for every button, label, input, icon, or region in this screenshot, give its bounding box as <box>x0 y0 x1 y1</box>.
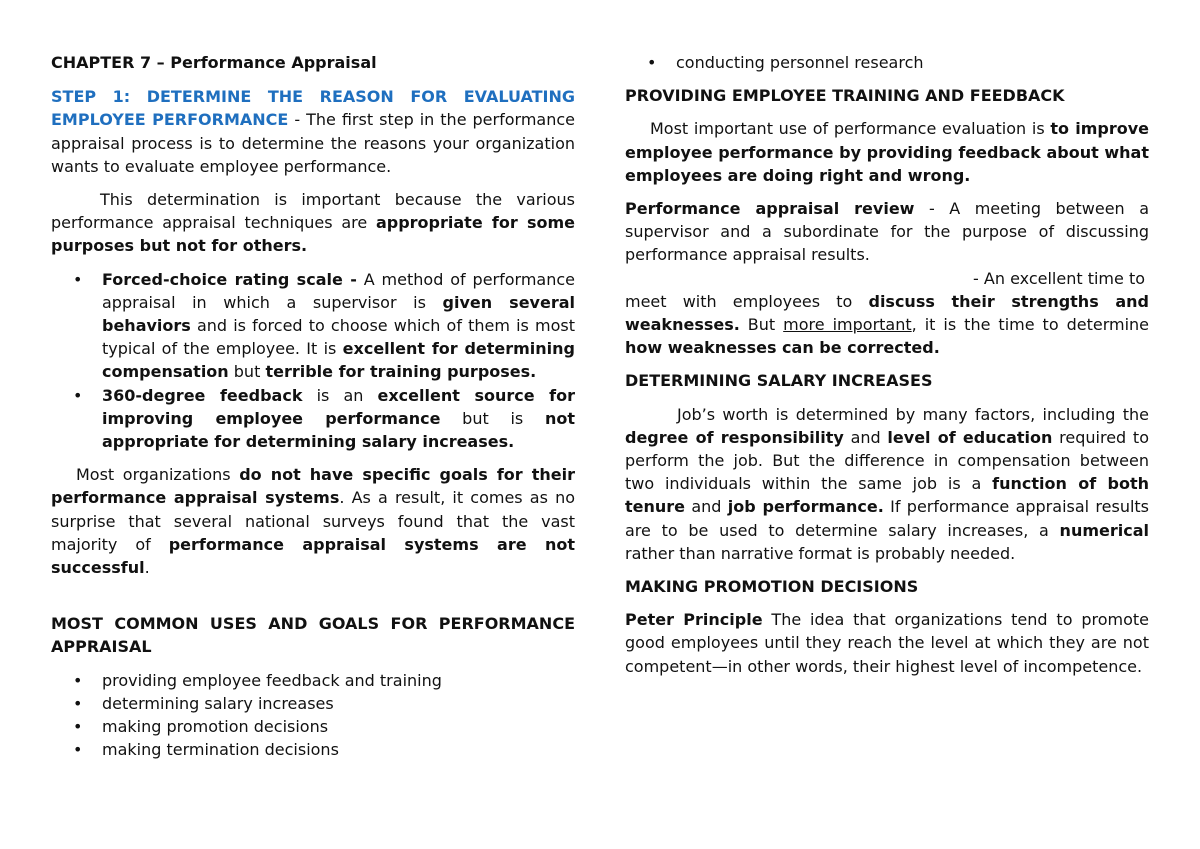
training-paragraph: Most important use of performance evaluation is to improve employee performance by providing feedback about what employees are doing right and wrong. <box>625 119 1150 185</box>
salary-heading: DETERMINING SALARY INCREASES <box>625 371 933 391</box>
right-column <box>625 51 1149 678</box>
review-paragraph-continued: meet with employees to discuss their strengths and weaknesses. But more important, it is the time to determine how weaknesses can be corrected. <box>625 291 1150 358</box>
peter-principle-term: Peter Principle <box>625 610 763 630</box>
list-item: • providing employee feedback and training <box>51 669 575 692</box>
uses-list-continued <box>625 51 1149 74</box>
review-note: - An excellent time to <box>973 268 1145 288</box>
chapter-title: CHAPTER 7 – Performance Appraisal <box>51 53 377 72</box>
techniques-list <box>51 268 575 454</box>
spacer <box>51 579 575 612</box>
uses-list <box>51 669 575 762</box>
left-column <box>51 51 575 761</box>
step1-heading: STEP 1: DETERMINE THE REASON FOR EVALUATING EMPLOYEE PERFORMANCE <box>51 87 575 130</box>
training-heading: PROVIDING EMPLOYEE TRAINING AND FEEDBACK <box>625 86 1065 106</box>
list-item: • making termination decisions <box>51 738 575 761</box>
list-item: • 360-degree feedback is an excellent source for improving employee performance but is not appropriate for determining salary increases. <box>51 384 575 454</box>
promotion-heading: MAKING PROMOTION DECISIONS <box>625 577 919 597</box>
list-item: • conducting personnel research <box>625 51 1149 74</box>
salary-paragraph: Job’s worth is determined by many factors, including the degree of responsibility and level of education required to perform the job. But the difference in compensation between two individuals within the same job is a function of both tenure and job performance. If performance appraisal results are to be used to determine salary increases, a numerical rather than narrative format is probably needed. <box>625 404 1150 563</box>
promotion-paragraph: Peter Principle The idea that organizations tend to promote good employees until they reach the level at which they are not competent—in other words, their highest level of incompetence. <box>625 610 1149 676</box>
review-paragraph: Performance appraisal review - A meeting between a supervisor and a subordinate for the purpose of discussing performance appraisal results. <box>625 199 1149 265</box>
list-item: • determining salary increases <box>51 692 575 715</box>
organizations-paragraph: Most organizations do not have specific goals for their performance appraisal systems. As a result, it comes as no surprise that several national surveys found that the vast majority of performance appraisal systems are not successful. <box>51 465 576 578</box>
review-term: Performance appraisal review <box>625 199 915 219</box>
list-item: • Forced-choice rating scale - A method of performance appraisal in which a supervisor is given several behaviors and is forced to choose which of them is most typical of the employee. It is excellent for determining compensation but terrible for training purposes. <box>51 268 575 384</box>
determination-paragraph: This determination is important because the various performance appraisal techniques are appropriate for some purposes but not for others. <box>51 190 575 256</box>
step1-paragraph: STEP 1: DETERMINE THE REASON FOR EVALUATING EMPLOYEE PERFORMANCE - The first step in the performance appraisal process is to determine the reasons your organization wants to evaluate employee performance. <box>51 87 575 176</box>
uses-heading: MOST COMMON USES AND GOALS FOR PERFORMANCE APPRAISAL <box>51 614 575 657</box>
list-item: • making promotion decisions <box>51 715 575 738</box>
